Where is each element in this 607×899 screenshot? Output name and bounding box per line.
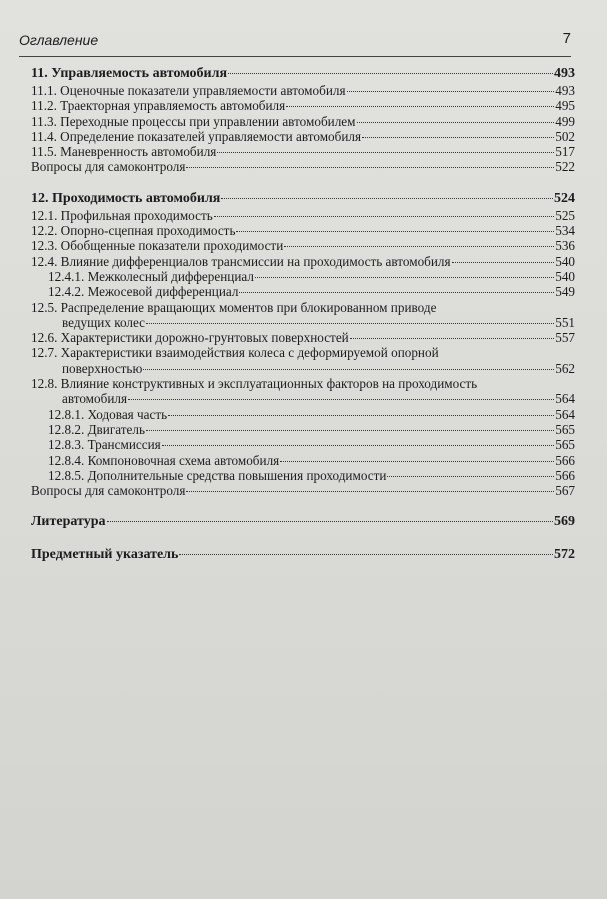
page-number: 7 [562,30,571,47]
toc-entry[interactable]: 11.3. Переходные процессы при управлении автомобилем 499 [31,113,575,129]
toc-subentry[interactable]: 12.8.5. Дополнительные средства повышения проходимости 566 [48,467,575,483]
toc-entry[interactable]: Вопросы для самоконтроля 567 [31,483,575,499]
toc-chapter-11[interactable]: 11. Управляемость автомобиля 493 [31,66,575,81]
toc-subentry[interactable]: 12.4.2. Межосевой дифференциал 549 [48,284,575,300]
toc-entry[interactable]: 11.1. Оценочные показатели управляемости автомобиля 493 [31,83,575,98]
running-head [19,30,571,57]
toc-entry[interactable]: 12.6. Характеристики дорожно-грунтовых поверхностей 557 [31,330,575,346]
toc-entry[interactable]: 12.8. Влияние конструктивных и эксплуатационных факторов на проходимость автомобиля 564 [31,376,575,407]
toc-subentry[interactable]: 12.8.3. Трансмиссия 565 [48,437,575,453]
toc-subentry[interactable]: 12.8.4. Компоновочная схема автомобиля 566 [48,452,575,468]
toc-entry[interactable]: 12.4. Влияние дифференциалов трансмиссии на проходимость автомобиля 540 [31,253,575,269]
toc-entry[interactable]: Вопросы для самоконтроля 522 [31,159,575,175]
toc-entry[interactable]: 12.1. Профильная проходимость 525 [31,207,575,223]
toc-subentry[interactable]: 12.8.2. Двигатель 565 [48,421,575,437]
table-of-contents [31,64,575,564]
toc-chapter-12[interactable]: 12. Проходимость автомобиля 524 [31,190,575,206]
toc-subject-index[interactable]: Предметный указатель 572 [31,547,575,563]
toc-entry[interactable]: 12.3. Обобщенные показатели проходимости 536 [31,238,575,254]
toc-entry[interactable]: 11.5. Маневренность автомобиля 517 [31,144,575,160]
toc-entry[interactable]: 11.4. Определение показателей управляемости автомобиля 502 [31,128,575,144]
toc-subentry[interactable]: 12.4.1. Межколесный дифференциал 540 [48,268,575,284]
toc-entry[interactable]: 12.5. Распределение вращающих моментов при блокированном приводе ведущих колес 551 [31,299,575,330]
toc-bibliography[interactable]: Литература 569 [31,514,575,530]
toc-entry[interactable]: 11.2. Траекторная управляемость автомобиля 495 [31,98,575,114]
running-head-title: Оглавление [19,32,99,48]
toc-entry[interactable]: 12.2. Опорно-сцепная проходимость 534 [31,223,575,239]
toc-entry[interactable]: 12.7. Характеристики взаимодействия колеса с деформируемой опорной поверхностью 562 [31,345,575,376]
toc-subentry[interactable]: 12.8.1. Ходовая часть 564 [48,406,575,422]
